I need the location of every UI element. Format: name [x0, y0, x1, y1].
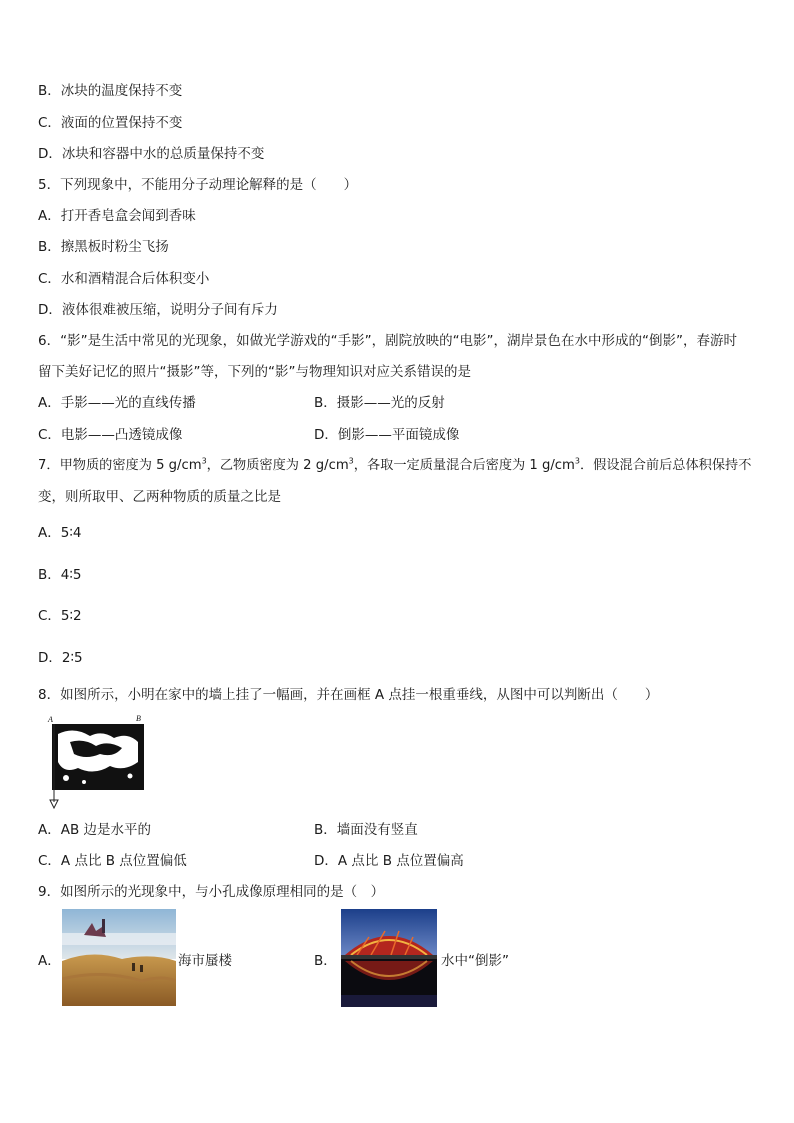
- q7-superscript-3: 3: [574, 456, 580, 466]
- q7-stem-part3: ，各取一定质量混合后密度为 1 g/cm: [353, 458, 575, 473]
- q7-stem-line1: [38, 457, 751, 475]
- q7-stem-part4: ．假设混合前后总体积保持不: [579, 458, 752, 473]
- q5-option-a: A．打开香皂盒会闻到香味: [38, 208, 196, 224]
- q8-option-c: C．A 点比 B 点位置偏低: [38, 853, 187, 869]
- q5-option-c: C．水和酒精混合后体积变小: [38, 271, 210, 287]
- q8-stem: 8．如图所示，小明在家中的墙上挂了一幅画，并在画框 A 点挂一根重垂线，从图中可以判断出（ ）: [38, 687, 659, 703]
- q7-stem-line2: 变，则所取甲、乙两种物质的质量之比是: [38, 489, 281, 505]
- q6-option-a: A．手影——光的直线传播: [38, 395, 196, 411]
- painting-speck: [82, 780, 86, 784]
- q7-option-d: D．2∶5: [38, 650, 83, 666]
- reflection-photo: [341, 909, 437, 1007]
- painting-speck: [128, 774, 133, 779]
- q9-option-b-prefix: B．: [314, 953, 337, 969]
- q4-option-c: C．液面的位置保持不变: [38, 115, 183, 131]
- point-b-label: B: [136, 714, 141, 723]
- q6-stem-line1: 6．“影”是生活中常见的光现象，如做光学游戏的“手影”，剧院放映的“电影”，湖岸景色在水中形成的“倒影”，春游时: [38, 333, 738, 349]
- mirage-photo-svg: [62, 909, 176, 1006]
- q6-option-c: C．电影——凸透镜成像: [38, 427, 183, 443]
- q5-stem: 5．下列现象中，不能用分子动理论解释的是（ ）: [38, 177, 358, 193]
- point-a-label: A: [48, 715, 53, 724]
- q7-superscript-2: 3: [348, 456, 354, 466]
- q8-option-d: D．A 点比 B 点位置偏高: [314, 853, 464, 869]
- q8-option-a: A．AB 边是水平的: [38, 822, 152, 838]
- q9-option-b-caption: 水中“倒影”: [441, 953, 509, 969]
- q7-superscript-1: 3: [201, 456, 207, 466]
- q5-option-b: B．擦黑板时粉尘飞扬: [38, 239, 169, 255]
- q8-option-b: B．墙面没有竖直: [314, 822, 418, 838]
- q9-option-a-caption: 海市蜃楼: [178, 953, 232, 969]
- q7-option-a: A．5∶4: [38, 525, 82, 541]
- reflection-photo-svg: [341, 909, 437, 1007]
- q5-option-d: D．液体很难被压缩，说明分子间有斥力: [38, 302, 278, 318]
- q7-stem-part2: ，乙物质密度为 2 g/cm: [206, 458, 349, 473]
- q7-option-c: C．5∶2: [38, 608, 82, 624]
- q6-option-b: B．摄影——光的反射: [314, 395, 445, 411]
- q9-option-a-prefix: A．: [38, 953, 61, 969]
- q6-option-d: D．倒影——平面镜成像: [314, 427, 460, 443]
- q8-painting-figure: [44, 712, 148, 810]
- q6-stem-line2: 留下美好记忆的照片“摄影”等，下列的“影”与物理知识对应关系错误的是: [38, 364, 471, 380]
- q4-option-b: B．冰块的温度保持不变: [38, 83, 183, 99]
- q7-stem-part1: 7．甲物质的密度为 5 g/cm: [38, 458, 202, 473]
- q8-painting-svg: [44, 712, 148, 810]
- q4-option-d: D．冰块和容器中水的总质量保持不变: [38, 146, 265, 162]
- q9-stem: 9．如图所示的光现象中，与小孔成像原理相同的是（ ）: [38, 884, 385, 900]
- painting-speck: [63, 775, 69, 781]
- mirage-photo: [62, 909, 176, 1006]
- q7-option-b: B．4∶5: [38, 567, 82, 583]
